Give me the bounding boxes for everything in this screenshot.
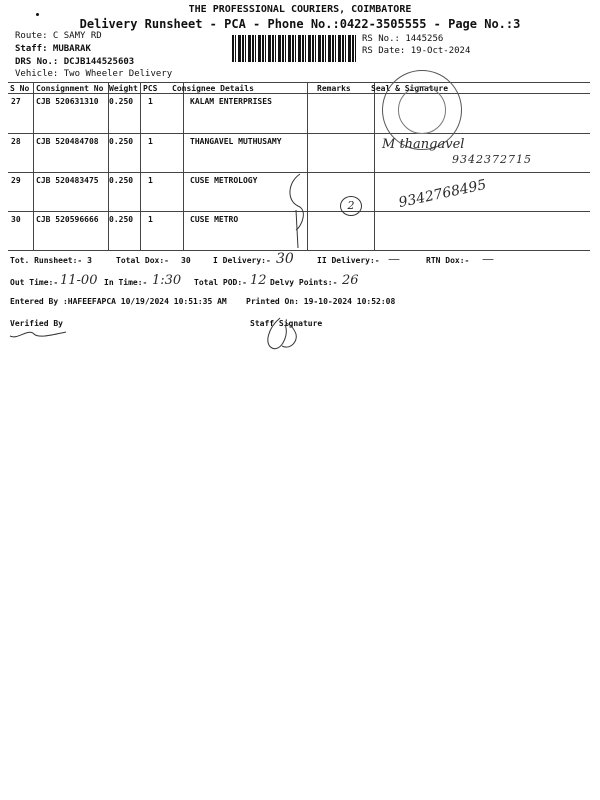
- cell-consignee: KALAM ENTERPRISES: [190, 97, 272, 106]
- cell-consignee: THANGAVEL MUTHUSAMY: [190, 137, 282, 146]
- row-divider: [8, 133, 590, 134]
- printed-on: Printed On: 19-10-2024 10:52:08: [246, 297, 396, 306]
- total-pod-handwritten: 12: [250, 273, 267, 288]
- handwritten-phone: 9342768495: [397, 176, 488, 212]
- col-divider: [33, 82, 34, 250]
- header-consignment: Consignment No: [36, 84, 104, 93]
- cell-weight: 0.250: [109, 176, 134, 185]
- cell-sno: 28: [11, 137, 21, 146]
- drs-number: DRS No.: DCJB144525603: [15, 57, 135, 67]
- cell-pcs: 1: [148, 137, 153, 146]
- cell-consignee: CUSE METRO: [190, 215, 239, 224]
- ii-delivery-label: II Delivery:-: [317, 256, 380, 265]
- header-weight: Weight: [109, 84, 138, 93]
- col-divider: [183, 82, 184, 250]
- entered-by: Entered By :HAFEEFAPCA 10/19/2024 10:51:35 AM: [10, 297, 227, 306]
- barcode: [232, 35, 356, 62]
- cell-sno: 30: [11, 215, 21, 224]
- header-remarks: Remarks: [317, 84, 351, 93]
- in-time-label: In Time:-: [104, 278, 148, 287]
- cell-consignment: CJB 520631310: [36, 97, 99, 106]
- out-time-label: Out Time:-: [10, 278, 59, 287]
- cell-pcs: 1: [148, 176, 153, 185]
- company-name: THE PROFESSIONAL COURIERS, COIMBATORE: [188, 4, 412, 15]
- rtn-dox-handwritten: —: [482, 252, 494, 266]
- cell-consignment: CJB 520483475: [36, 176, 99, 185]
- in-time-handwritten: 1:30: [152, 273, 182, 288]
- delvy-points-label: Delvy Points:-: [270, 278, 338, 287]
- i-delivery-handwritten: 30: [276, 251, 294, 267]
- col-divider: [140, 82, 141, 250]
- cell-sno: 27: [11, 97, 21, 106]
- handwritten-remark-circle: 2: [340, 196, 362, 216]
- handwritten-receiver-phone: 9342372715: [452, 153, 532, 166]
- cell-consignment: CJB 520596666: [36, 215, 99, 224]
- cell-weight: 0.250: [109, 137, 134, 146]
- route-label: Route: C SAMY RD: [15, 31, 102, 41]
- rs-number: RS No.: 1445256: [362, 34, 444, 44]
- total-dox-label: Total Dox:-: [116, 256, 169, 265]
- total-dox-value: 30: [181, 256, 191, 265]
- cell-weight: 0.250: [109, 97, 134, 106]
- handwritten-receiver-name: M thangavel: [382, 137, 465, 152]
- cell-sno: 29: [11, 176, 21, 185]
- table-header-border: [8, 93, 590, 94]
- out-time-handwritten: 11-00: [60, 273, 98, 288]
- total-pod-label: Total POD:-: [194, 278, 247, 287]
- col-divider: [108, 82, 109, 250]
- tot-runsheet: Tot. Runsheet:- 3: [10, 256, 92, 265]
- verified-by-label: Verified By: [10, 319, 63, 328]
- header-consignee: Consignee Details: [172, 84, 254, 93]
- handwritten-mark: [282, 170, 312, 254]
- header-seal-signature: Seal & Signature: [371, 84, 449, 93]
- staff-label: Staff: MUBARAK: [15, 44, 91, 54]
- rtn-dox-label: RTN Dox:-: [426, 256, 470, 265]
- i-delivery-label: I Delivery:-: [213, 256, 271, 265]
- page-speck: [36, 13, 39, 16]
- verified-by-signature: [8, 326, 68, 342]
- cell-pcs: 1: [148, 97, 153, 106]
- header-pcs: PCS: [143, 84, 158, 93]
- staff-signature-mark: [258, 314, 304, 354]
- cell-consignment: CJB 520484708: [36, 137, 99, 146]
- cell-pcs: 1: [148, 215, 153, 224]
- rs-date: RS Date: 19-Oct-2024: [362, 46, 471, 56]
- runsheet-title: Delivery Runsheet - PCA - Phone No.:0422-3505555 - Page No.:3: [79, 17, 521, 31]
- table-top-border: [8, 82, 590, 83]
- delvy-points-handwritten: 26: [342, 273, 359, 288]
- cell-consignee: CUSE METROLOGY: [190, 176, 258, 185]
- vehicle-label: Vehicle: Two Wheeler Delivery: [15, 69, 173, 79]
- company-seal-stamp-inner: [398, 86, 446, 134]
- ii-delivery-handwritten: —: [388, 252, 400, 266]
- staff-signature-label: Staff Signature: [250, 319, 323, 328]
- col-divider: [374, 82, 375, 250]
- cell-weight: 0.250: [109, 215, 134, 224]
- header-sno: S No: [10, 84, 30, 93]
